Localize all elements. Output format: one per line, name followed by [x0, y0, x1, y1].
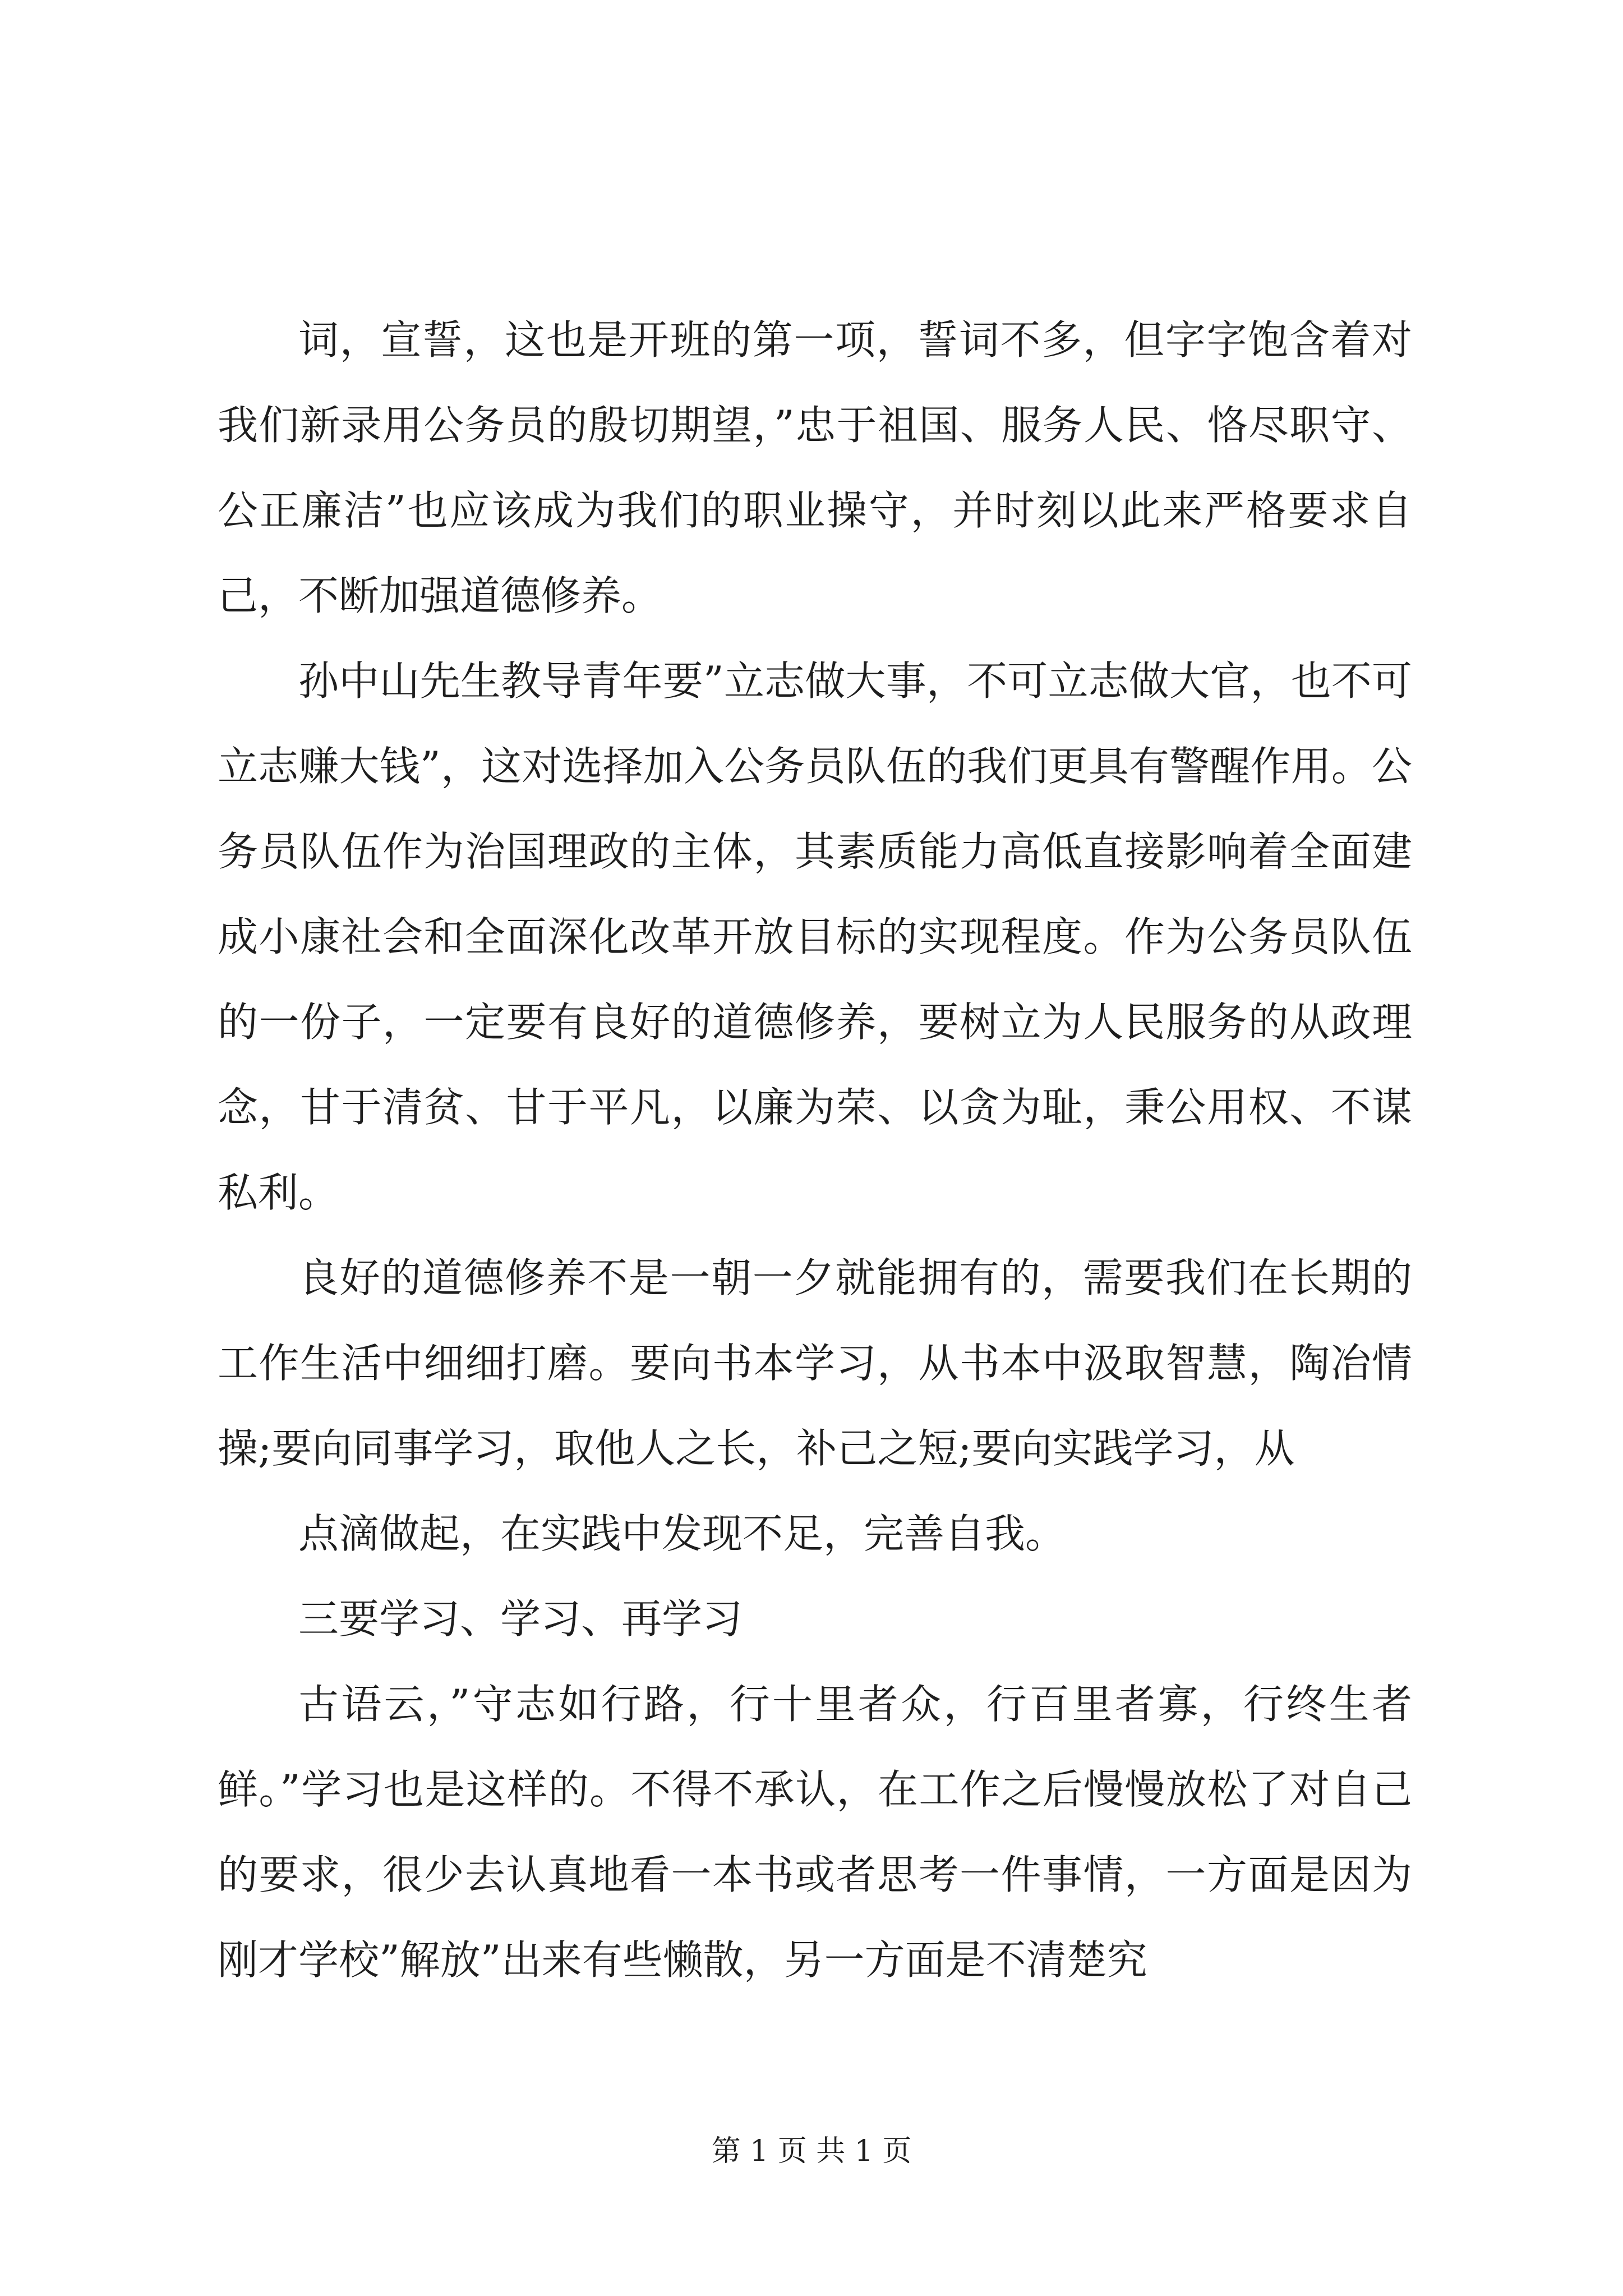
paragraph-ancient-saying: 古语云，”守志如行路，行十里者众，行百里者寡，行终生者鲜。”学习也是这样的。不得不承认，在工作之后慢慢放松了对自己的要求，很少去认真地看一本书或者思考一件事情，一方面是因为刚才学校”解放”出来有些懒散，另一方面是不清楚究: [218, 1681, 1412, 1984]
paragraph-continuation: 点滴做起，在实践中发现不足，完善自我。: [298, 1510, 1066, 1557]
paragraph-sun-yat-sen: 孙中山先生教导青年要”立志做大事，不可立志做大官，也不可立志赚大钱”，这对选择加入公务员队伍的我们更具有警醒作用。公务员队伍作为治国理政的主体，其素质能力高低直接影响着全面建成小康社会和全面深化改革开放目标的实现程度。作为公务员队伍的一份子，一定要有良好的道德修养，要树立为人民服务的从政理念，甘于清贫、甘于平凡，以廉为荣、以贪为耻，秉公用权、不谋私利。: [218, 657, 1412, 1216]
page-number-footer: 第 1 页 共 1 页: [711, 2134, 912, 2168]
paragraph-oath: 词，宣誓，这也是开班的第一项，誓词不多，但字字饱含着对我们新录用公务员的殷切期望，”忠于祖国、服务人民、恪尽职守、公正廉洁”也应该成为我们的职业操守，并时刻以此来严格要求自己，不断加强道德修养。: [218, 316, 1412, 619]
document-body: [218, 297, 1412, 2003]
paragraph-moral-cultivation: 良好的道德修养不是一朝一夕就能拥有的，需要我们在长期的工作生活中细细打磨。要向书本学习，从书本中汲取智慧，陶冶情操;要向同事学习，取他人之长，补己之短;要向实践学习，从: [218, 1254, 1412, 1472]
section-heading-study: 三要学习、学习、再学习: [298, 1595, 743, 1642]
